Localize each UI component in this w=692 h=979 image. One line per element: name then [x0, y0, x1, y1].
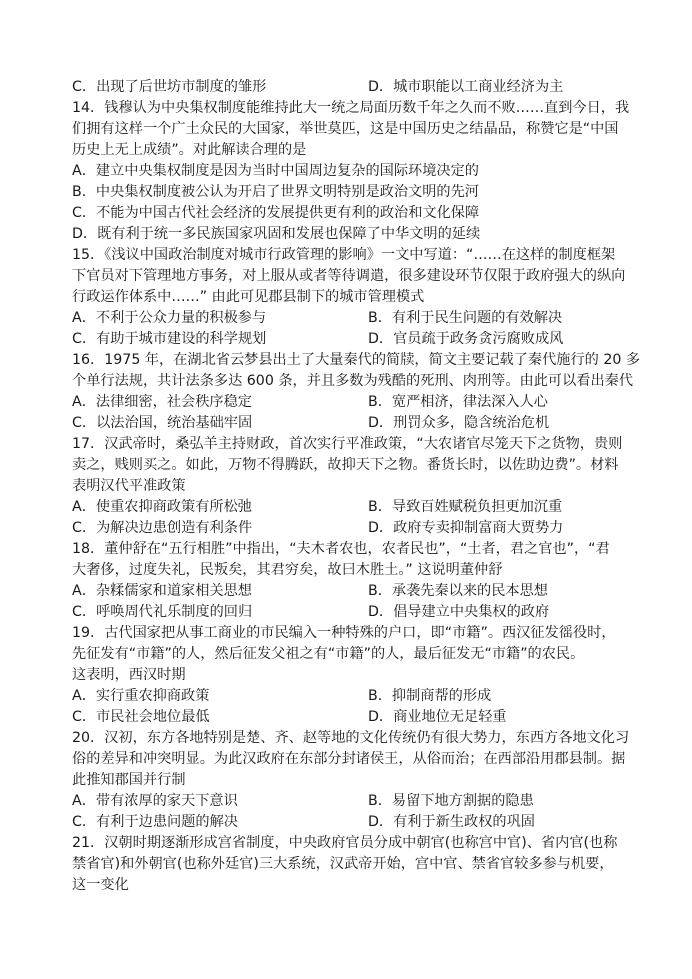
q19-options-cd: [72, 707, 628, 727]
q14-option-c[interactable]: C．不能为中国古代社会经济的发展提供更有利的政治和文化保障: [72, 205, 480, 221]
q20-stem-line-3: 此推知郡国并行制: [72, 772, 186, 788]
q14-option-d[interactable]: D．既有利于统一多民族国家巩固和发展也保障了中华文明的延续: [72, 226, 481, 242]
q15-stem-line-2: 下官员对下管理地方事务，对上服从或者等待调遣，很多建设环节仅限于政府强大的纵向: [72, 268, 626, 284]
q20-option-a[interactable]: A．带有浓厚的家天下意识: [72, 793, 238, 809]
q14-option-b[interactable]: B．中央集权制度被公认为开启了世界文明特别是政治文明的先河: [72, 184, 479, 200]
q20-options-cd: [72, 812, 628, 832]
q18-option-c[interactable]: C．呼唤周代礼乐制度的回归: [72, 604, 253, 620]
q16-stem-line-2: 个单行法规，共计法条多达 600 条，并且多数为残酷的死刑、肉刑等。由此可以看出秦代: [72, 373, 634, 389]
q14-option-a[interactable]: A．建立中央集权制度是因为当时中国周边复杂的国际环境决定的: [72, 163, 479, 179]
q15-option-d[interactable]: D．官员疏于政务贪污腐败成风: [368, 331, 564, 347]
q15-option-c[interactable]: C．有助于城市建设的科学规划: [72, 331, 267, 347]
q15-option-a[interactable]: A．不利于公众力量的积极参与: [72, 310, 267, 326]
q18-option-d[interactable]: D．倡导建立中央集权的政府: [368, 604, 550, 620]
q21-stem-line-3: 这一变化: [72, 877, 129, 893]
q13-option-d[interactable]: D．城市职能以工商业经济为主: [368, 79, 564, 95]
q13-options-cd: [72, 77, 628, 97]
q19-option-b[interactable]: B．抑制商帮的形成: [368, 688, 492, 704]
q18-option-b[interactable]: B．承袭先秦以来的民本思想: [368, 583, 548, 599]
q17-option-c[interactable]: C．为解决边患创造有利条件: [72, 520, 253, 536]
q17-option-d[interactable]: D．政府专卖抑制富商大贾势力: [368, 520, 564, 536]
q20-stem-line-1: 20．汉初，东方各地特别是楚、齐、赵等地的文化传统仍有很大势力，东西方各地文化习: [72, 730, 630, 746]
q17-stem-line-3: 表明汉代平准政策: [72, 478, 186, 494]
q19-option-c[interactable]: C．市民社会地位最低: [72, 709, 210, 725]
q21-stem-line-2: 禁省官)和外朝官(也称外廷官)三大系统，汉武帝开始，宫中官、禁省官较多参与机要，: [72, 856, 614, 872]
q17-options-cd: [72, 518, 628, 538]
q20-option-c[interactable]: C．有利于边患问题的解决: [72, 814, 238, 830]
q16-option-a[interactable]: A．法律细密，社会秩序稳定: [72, 394, 252, 410]
q17-options-ab: [72, 497, 628, 517]
q19-option-d[interactable]: D．商业地位无足轻重: [368, 709, 507, 725]
q14-stem-line-2: 们拥有这样一个广土众民的大国家，举世莫匹，这是中国历史之结晶品，称赞它是“中国: [72, 121, 619, 137]
q16-stem-line-1: 16．1975 年，在湖北省云梦县出土了大量秦代的简牍，简文主要记载了秦代施行的 20 多: [72, 352, 641, 368]
q15-options-cd: [72, 329, 628, 349]
q15-option-b[interactable]: B．有利于民生问题的有效解决: [368, 310, 563, 326]
q15-stem-line-3: 行政运作体系中……” 由此可见郡县制下的城市管理模式: [72, 289, 425, 305]
q14-stem-line-3: 历史上无上成绩”。对此解读合理的是: [72, 142, 307, 158]
q16-option-b[interactable]: B．宽严相济，律法深入人心: [368, 394, 548, 410]
q18-stem-line-2: 大奢侈，过度失礼，民叛矣，其君穷矣，故曰木胜土。” 这说明董仲舒: [72, 562, 503, 578]
q18-options-ab: [72, 581, 628, 601]
q16-option-c[interactable]: C．以法治国，统治基础牢固: [72, 415, 253, 431]
q16-option-d[interactable]: D．刑罚众多，隐含统治危机: [368, 415, 550, 431]
q21-stem-line-1: 21．汉朝时期逐渐形成宫省制度，中央政府官员分成中朝官(也称宫中官)、省内官(也称: [72, 835, 618, 851]
q19-option-a[interactable]: A．实行重农抑商政策: [72, 688, 210, 704]
q18-options-cd: [72, 602, 628, 622]
q20-option-d[interactable]: D．有利于新生政权的巩固: [368, 814, 535, 830]
q19-stem-line-2: 先征发有“市籍”的人，然后征发父祖之有“市籍”的人，最后征发无“市籍”的农民。: [72, 646, 585, 662]
q16-options-ab: [72, 392, 628, 412]
q19-stem-line-1: 19．古代国家把从事工商业的市民编入一种特殊的户口，即“市籍”。西汉征发徭役时，: [72, 625, 616, 641]
q20-options-ab: [72, 791, 628, 811]
q13-option-c[interactable]: C．出现了后世坊市制度的雏形: [72, 79, 267, 95]
q19-options-ab: [72, 686, 628, 706]
q18-stem-line-1: 18．董仲舒在“五行相胜”中指出，“夫木者农也，农者民也”，“土者，君之官也”，“君: [72, 541, 610, 557]
q14-stem-line-1: 14．钱穆认为中央集权制度能维持此大一统之局面历数千年之久而不败……直到今日，我: [72, 100, 630, 116]
q15-stem-line-1: 15．《浅议中国政治制度对城市行政管理的影响》一文中写道：“……在这样的制度框架: [72, 247, 616, 263]
q16-options-cd: [72, 413, 628, 433]
q17-option-b[interactable]: B．导致百姓赋税负担更加沉重: [368, 499, 563, 515]
q17-stem-line-2: 卖之，贱则买之。如此，万物不得腾跃，故抑天下之物。番货长时，以佐助边费”。材料: [72, 457, 619, 473]
q20-option-b[interactable]: B．易留下地方割据的隐患: [368, 793, 534, 809]
q15-options-ab: [72, 308, 628, 328]
q20-stem-line-2: 俗的差异和冲突明显。为此汉政府在东部分封诸侯王，从俗而治；在西部沿用郡县制。据: [72, 751, 626, 767]
q18-option-a[interactable]: A．杂糅儒家和道家相关思想: [72, 583, 252, 599]
q19-stem-line-3: 这表明，西汉时期: [72, 667, 186, 683]
q17-option-a[interactable]: A．使重农抑商政策有所松弛: [72, 499, 252, 515]
q17-stem-line-1: 17．汉武帝时，桑弘羊主持财政，首次实行平准政策，“大农诸官尽笼天下之货物，贵则: [72, 436, 623, 452]
